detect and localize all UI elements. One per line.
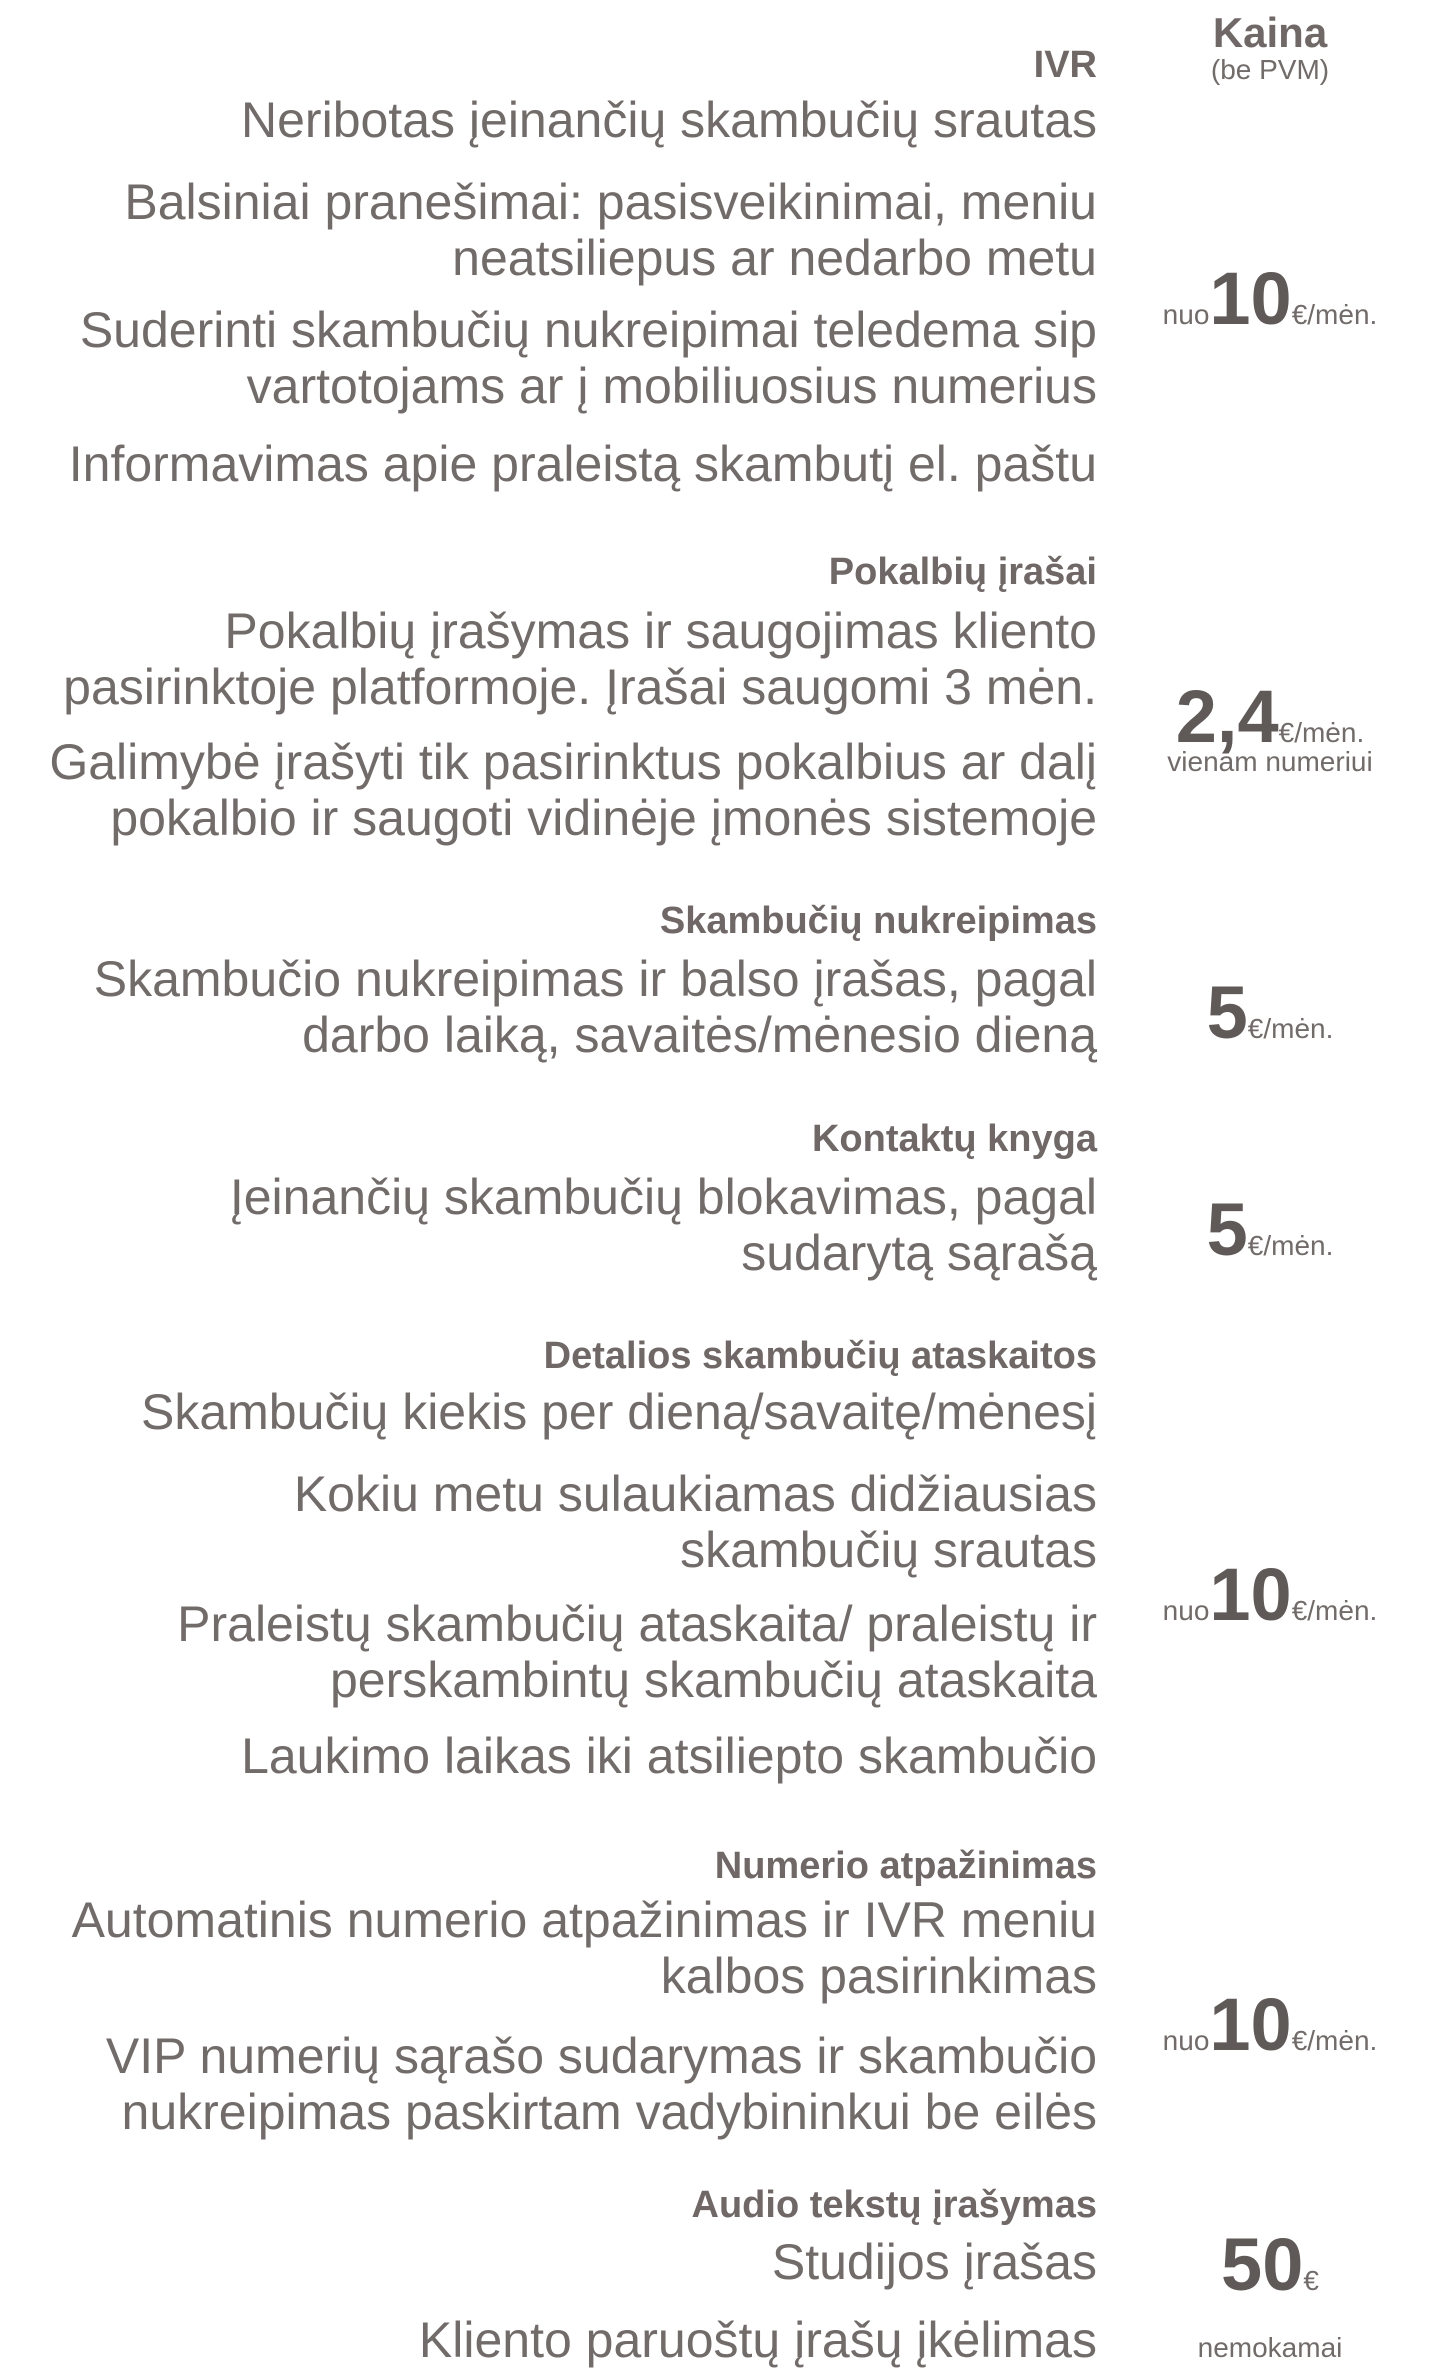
feature-line: Galimybė įrašyti tik pasirinktus pokalbius ar dalį	[49, 734, 1097, 790]
price-note: vienam numeriui	[1167, 746, 1373, 777]
feature-line: Pokalbių įrašymas ir saugojimas kliento	[224, 603, 1097, 659]
price-prefix: nuo	[1162, 2025, 1210, 2056]
price-unit: €/mėn.	[1291, 299, 1378, 330]
feature-item	[72, 1892, 1097, 2004]
price-ivr	[1120, 257, 1420, 340]
price-amount: 5	[1206, 971, 1248, 1054]
price-unit: €/mėn.	[1291, 2025, 1378, 2056]
price-column-header	[1120, 9, 1420, 85]
feature-line: neatsiliepus ar nedarbo metu	[452, 230, 1097, 286]
feature-line: Automatinis numerio atpažinimas ir IVR meniu	[71, 1892, 1097, 1948]
price-prefix: nuo	[1162, 1595, 1210, 1626]
price-column-title: Kaina	[1212, 9, 1328, 56]
price-unit: €	[1303, 2265, 1319, 2296]
price-contact-book	[1120, 1188, 1420, 1271]
price-unit: €/mėn.	[1291, 1595, 1378, 1626]
feature-line: sudarytą sąrašą	[741, 1225, 1097, 1281]
feature-line: darbo laiką, savaitės/mėnesio dieną	[302, 1007, 1097, 1063]
feature-line: vartotojams ar į mobiliuosius numerius	[246, 358, 1097, 414]
feature-line: perskambintų skambučių ataskaita	[329, 1652, 1097, 1708]
feature-item	[177, 1596, 1097, 1708]
price-amount: 50	[1221, 2223, 1304, 2306]
feature-item: Kliento paruoštų įrašų įkėlimas	[418, 2312, 1097, 2368]
price-call-recording	[1120, 675, 1420, 777]
feature-line: Suderinti skambučių nukreipimai teledema sip	[79, 302, 1097, 358]
section-title-number-recognition: Numerio atpažinimas	[714, 1845, 1097, 1887]
feature-item	[124, 174, 1097, 286]
feature-item	[80, 302, 1097, 414]
feature-line: kalbos pasirinkimas	[660, 1948, 1097, 2004]
feature-item	[230, 1169, 1097, 1281]
feature-item: Neribotas įeinančių skambučių srautas	[241, 92, 1097, 148]
price-unit: €/mėn.	[1278, 717, 1365, 748]
section-title-audio-recording: Audio tekstų įrašymas	[691, 2184, 1097, 2226]
feature-item: Informavimas apie praleistą skambutį el. paštu	[68, 436, 1097, 492]
feature-line: VIP numerių sąrašo sudarymas ir skambučio	[105, 2028, 1097, 2084]
feature-line: Balsiniai pranešimai: pasisveikinimai, meniu	[124, 174, 1097, 230]
price-amount: 10	[1209, 1983, 1292, 2066]
feature-line: nukreipimas paskirtam vadybininkui be eilės	[121, 2084, 1097, 2140]
feature-item	[63, 603, 1097, 715]
section-title-call-recording: Pokalbių įrašai	[828, 551, 1097, 593]
feature-item	[49, 734, 1097, 846]
price-amount: 10	[1209, 257, 1292, 340]
price-call-reports	[1120, 1553, 1420, 1636]
price-amount: 5	[1206, 1188, 1248, 1271]
feature-item	[94, 951, 1097, 1063]
price-studio-recording	[1120, 2223, 1420, 2306]
price-client-upload: nemokamai	[1197, 2332, 1343, 2363]
feature-line: Kokiu metu sulaukiamas didžiausias	[293, 1466, 1097, 1522]
feature-line: pasirinktoje platformoje. Įrašai saugomi 3 mėn.	[63, 659, 1097, 715]
feature-line: Skambučio nukreipimas ir balso įrašas, pagal	[93, 951, 1097, 1007]
feature-item: Laukimo laikas iki atsiliepto skambučio	[241, 1728, 1097, 1784]
feature-item	[294, 1466, 1097, 1578]
price-amount: 2,4	[1175, 675, 1279, 758]
price-call-forwarding	[1120, 971, 1420, 1054]
section-title-call-forwarding: Skambučių nukreipimas	[659, 900, 1097, 942]
price-number-recognition	[1120, 1983, 1420, 2066]
feature-line: Įeinančių skambučių blokavimas, pagal	[229, 1169, 1097, 1225]
feature-item: Studijos įrašas	[771, 2234, 1097, 2290]
feature-item	[106, 2028, 1097, 2140]
price-prefix: nuo	[1162, 299, 1210, 330]
feature-item: Skambučių kiekis per dieną/savaitę/mėnesį	[140, 1384, 1097, 1440]
price-unit: €/mėn.	[1247, 1230, 1334, 1261]
price-amount: 10	[1209, 1553, 1292, 1636]
feature-line: pokalbio ir saugoti vidinėje įmonės sistemoje	[110, 790, 1097, 846]
section-title-contact-book: Kontaktų knyga	[811, 1118, 1097, 1160]
price-unit: €/mėn.	[1247, 1013, 1334, 1044]
feature-line: Praleistų skambučių ataskaita/ praleistų ir	[177, 1596, 1097, 1652]
section-title-ivr: IVR	[1033, 44, 1097, 86]
price-column-subtitle: (be PVM)	[1210, 54, 1330, 85]
section-title-call-reports: Detalios skambučių ataskaitos	[543, 1335, 1097, 1377]
feature-line: skambučių srautas	[680, 1522, 1097, 1578]
